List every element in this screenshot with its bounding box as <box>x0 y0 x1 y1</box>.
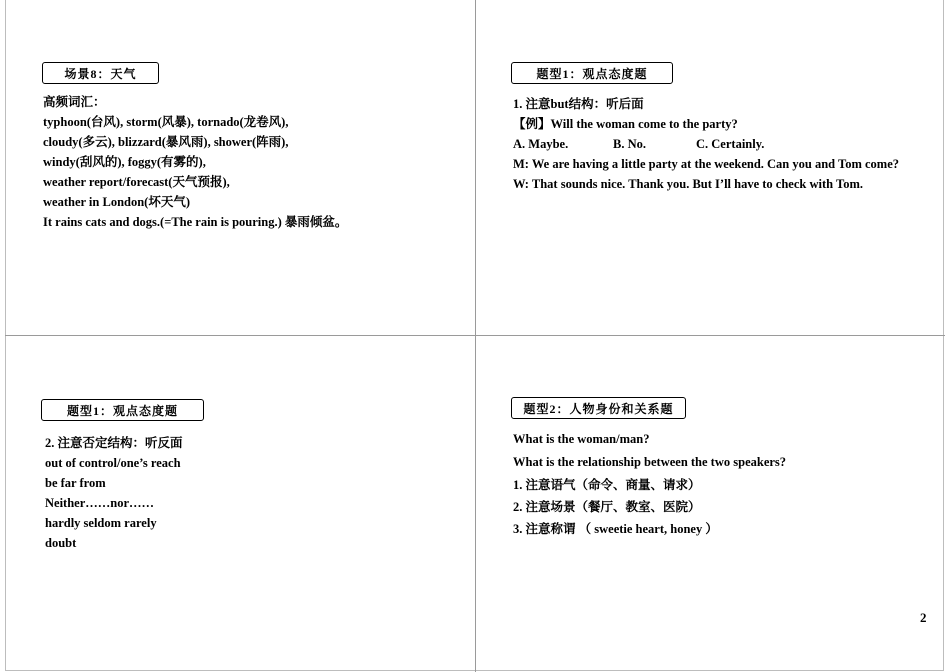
dialog-line: M: We are having a little party at the weekend. Can you and Tom come? <box>513 157 899 171</box>
text-line: out of control/one’s reach <box>45 456 181 470</box>
slide-title: 场景8：天气 <box>42 62 159 84</box>
slide-body <box>43 92 347 232</box>
text-line: 3. 注意称谓 （ sweetie heart, honey ） <box>513 522 718 536</box>
text-line: Neither……nor…… <box>45 496 155 510</box>
example-question: 【例】Will the woman come to the party? <box>513 117 738 131</box>
option-c: C. Certainly. <box>696 137 765 151</box>
text-line: 1. 注意语气（命令、商量、请求） <box>513 478 701 492</box>
slide-bottom-right <box>478 338 943 668</box>
text-line: be far from <box>45 476 106 490</box>
text-line: 2. 注意否定结构：听反面 <box>45 436 183 450</box>
vertical-divider <box>475 0 476 672</box>
text-line: hardly seldom rarely <box>45 516 157 530</box>
slide-top-right <box>478 2 943 332</box>
slide-top-left <box>8 2 473 332</box>
page-number: 2 <box>920 610 927 625</box>
text-line: windy(刮风的), foggy(有雾的), <box>43 155 206 169</box>
text-line: It rains cats and dogs.(=The rain is pouring.) 暴雨倾盆。 <box>43 215 348 229</box>
text-line: weather report/forecast(天气预报), <box>43 175 230 189</box>
option-b: B. No. <box>613 137 646 151</box>
slide-body <box>513 428 786 540</box>
option-a: A. Maybe. <box>513 137 569 151</box>
text-line: cloudy(多云), blizzard(暴风雨), shower(阵雨), <box>43 135 289 149</box>
slide-body <box>513 94 899 194</box>
slide-bottom-left <box>8 338 473 668</box>
text-line: What is the relationship between the two speakers? <box>513 455 787 469</box>
text-line: doubt <box>45 536 77 550</box>
text-line: typhoon(台风), storm(风暴), tornado(龙卷风), <box>43 115 289 129</box>
slide-body <box>45 433 183 553</box>
vocab-heading: 高频词汇： <box>43 95 106 109</box>
slide-title: 题型1：观点态度题 <box>41 399 204 421</box>
text-line: 2. 注意场景（餐厅、教室、医院） <box>513 500 701 514</box>
text-line: 1. 注意but结构：听后面 <box>513 97 644 111</box>
text-line: What is the woman/man? <box>513 432 650 446</box>
slide-title: 题型1：观点态度题 <box>511 62 673 84</box>
answer-options <box>513 134 899 154</box>
text-line: weather in London(坏天气) <box>43 195 191 209</box>
dialog-line: W: That sounds nice. Thank you. But I’ll have to check with Tom. <box>513 177 863 191</box>
slide-title: 题型2：人物身份和关系题 <box>511 397 686 419</box>
